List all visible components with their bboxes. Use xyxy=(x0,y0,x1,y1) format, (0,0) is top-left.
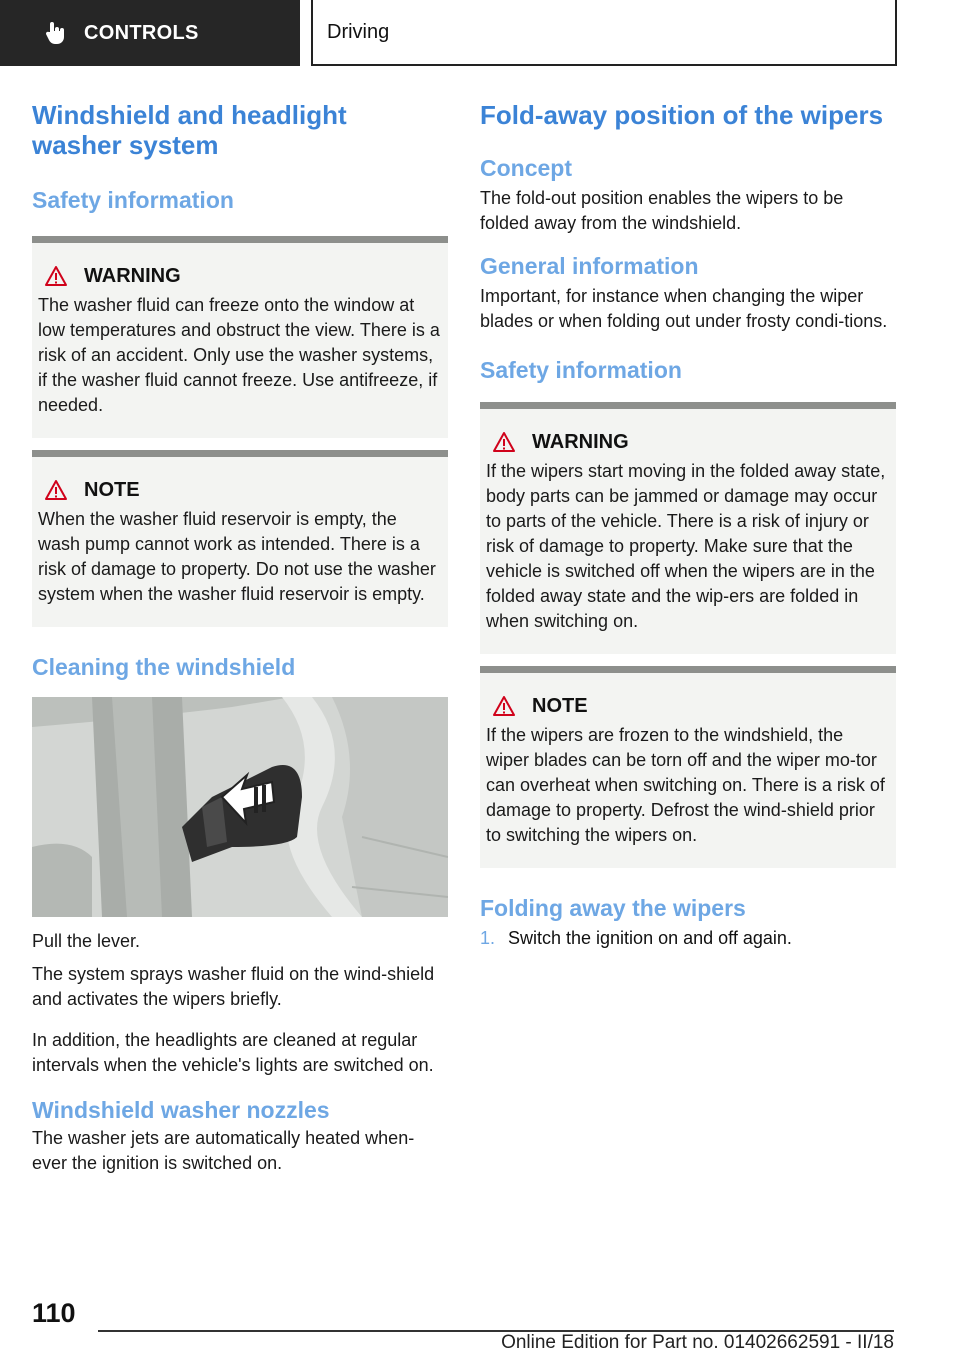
heading-washer-nozzles: Windshield washer nozzles xyxy=(32,1097,330,1123)
list-item xyxy=(480,926,896,951)
note-header xyxy=(486,693,888,719)
left-column xyxy=(32,100,448,1176)
section-title-washer-system: Windshield and headlight washer system xyxy=(32,100,347,160)
text-concept: The fold-out position enables the wipers to be folded away from the windshield. xyxy=(480,188,844,233)
warning-text: If the wipers start moving in the folded away state, body parts can be jammed or damage may occur to parts of the vehicle. There is a risk of injury or risk of damage to property. Make sure that the vehicle is switched off when the wipers are in the folded away state and the wip‐ers are folded in when switching on. xyxy=(486,461,886,631)
note-box xyxy=(32,450,448,627)
heading-general-information: General information xyxy=(480,253,699,279)
warning-header xyxy=(486,429,888,455)
warning-box xyxy=(32,236,448,438)
heading-folding-away: Folding away the wipers xyxy=(480,895,746,921)
text-general-information: Important, for instance when changing the wiper blades or when folding out under frosty condi‐tions. xyxy=(480,286,888,331)
note-header xyxy=(38,477,440,503)
step-text: Switch the ignition on and off again. xyxy=(508,928,792,948)
section-title-fold-away: Fold-away position of the wipers xyxy=(480,100,884,130)
note-text: If the wipers are frozen to the windshield, the wiper blades can be torn off and the wiper mo‐tor can overheat when switching on. There is a risk of damage to property. Defrost the wind‐shield prior to switching the wipers on. xyxy=(486,725,885,845)
note-label: NOTE xyxy=(84,478,140,501)
note-text: When the washer fluid reservoir is empty, the wash pump cannot work as intended. There is a risk of damage to property. Do not use the washer system when the washer fluid reservoir is empty. xyxy=(38,509,436,604)
chapter-tab-label: Driving xyxy=(327,20,390,43)
warning-label: WARNING xyxy=(84,264,181,287)
section-tab-label: CONTROLS xyxy=(84,21,199,44)
warning-box xyxy=(480,402,896,654)
note-label: NOTE xyxy=(532,694,588,717)
note-box xyxy=(480,666,896,868)
warning-triangle-icon xyxy=(492,695,516,717)
warning-text: The washer fluid can freeze onto the window at low temperatures and obstruct the view. There is a risk of an accident. Only use the washer systems, if the washer fluid cannot freeze. Use antifreeze, if needed. xyxy=(38,295,440,415)
text-washer-nozzles: The washer jets are automatically heated when‐ever the ignition is switched on. xyxy=(32,1128,415,1173)
right-column xyxy=(480,100,896,951)
step-number: 1. xyxy=(480,928,496,948)
page-header xyxy=(0,0,960,66)
heading-safety-information: Safety information xyxy=(32,187,234,213)
heading-safety-information: Safety information xyxy=(480,357,682,383)
hand-pointer-icon xyxy=(42,20,68,46)
warning-triangle-icon xyxy=(44,479,68,501)
text-system-sprays: The system sprays washer fluid on the wind‐shield and activates the wipers briefly. xyxy=(32,964,435,1009)
page-footer xyxy=(0,1290,960,1362)
wiper-lever-illustration xyxy=(32,697,448,917)
heading-concept: Concept xyxy=(480,155,572,181)
warning-triangle-icon xyxy=(492,431,516,453)
warning-triangle-icon xyxy=(44,265,68,287)
chapter-tab-driving xyxy=(311,0,897,66)
section-tab-controls xyxy=(0,0,300,66)
instruction-pull-lever: Pull the lever. xyxy=(32,931,141,951)
page-number: 110 xyxy=(32,1298,76,1328)
warning-label: WARNING xyxy=(532,430,629,453)
warning-header xyxy=(38,263,440,289)
edition-text: Online Edition for Part no. 01402662591 - II/18 xyxy=(501,1332,894,1353)
text-headlights-cleaned: In addition, the headlights are cleaned at regular intervals when the vehicle's lights are switched on. xyxy=(32,1030,434,1075)
heading-cleaning-windshield: Cleaning the windshield xyxy=(32,654,296,680)
